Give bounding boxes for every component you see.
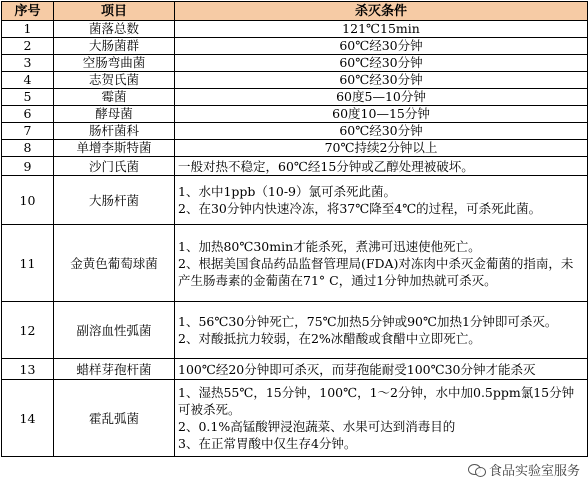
- row-item: 志贺氏菌: [54, 72, 175, 89]
- row-item: 金黄色葡萄球菌: [54, 225, 175, 302]
- row-number: 4: [2, 72, 54, 89]
- table-row: [2, 140, 588, 157]
- row-condition: 60℃经30分钟: [175, 123, 588, 140]
- row-number: 9: [2, 157, 54, 176]
- table-row: [2, 380, 588, 457]
- row-item: 沙门氏菌: [54, 157, 175, 176]
- row-item: 大肠杆菌: [54, 176, 175, 225]
- row-item: 副溶血性弧菌: [54, 302, 175, 359]
- row-number: 8: [2, 140, 54, 157]
- row-number: 1: [2, 21, 54, 38]
- row-condition: 60度10—15分钟: [175, 106, 588, 123]
- row-number: 14: [2, 380, 54, 457]
- row-condition: [175, 225, 588, 302]
- row-number: 6: [2, 106, 54, 123]
- row-condition: [175, 380, 588, 457]
- row-number: 2: [2, 38, 54, 55]
- table-row: [2, 21, 588, 38]
- row-item: 霉菌: [54, 89, 175, 106]
- row-item: 霍乱弧菌: [54, 380, 175, 457]
- row-condition: 60度5—10分钟: [175, 89, 588, 106]
- condition-line: 1、湿热55℃，15分钟，100℃，1～2分钟，水中加0.5ppm氯15分钟可被杀死。: [178, 385, 575, 417]
- condition-line: 2、对酸抵抗力较弱，在2%冰醋酸或食醋中立即死亡。: [178, 331, 481, 346]
- watermark: [466, 459, 582, 480]
- row-number: 10: [2, 176, 54, 225]
- header-row: [2, 2, 588, 21]
- row-number: 7: [2, 123, 54, 140]
- table-row: [2, 359, 588, 380]
- row-item: 菌落总数: [54, 21, 175, 38]
- row-number: 11: [2, 225, 54, 302]
- row-item: 单增李斯特菌: [54, 140, 175, 157]
- row-item: 大肠菌群: [54, 38, 175, 55]
- row-condition: 70℃持续2分钟以上: [175, 140, 588, 157]
- condition-line: 2、在30分钟内快速冷冻，将37℃降至4℃的过程，可杀死此菌。: [178, 201, 542, 216]
- condition-line: 1、加热80℃30min才能杀死，煮沸可迅速使他死亡。: [178, 238, 481, 254]
- condition-line: 1、56℃30分钟死亡，75℃加热5分钟或90℃加热1分钟即可杀灭。: [178, 314, 558, 329]
- sterilization-table: [1, 1, 588, 457]
- table-row: [2, 55, 588, 72]
- table-row: [2, 123, 588, 140]
- table-row: [2, 38, 588, 55]
- row-number: 3: [2, 55, 54, 72]
- row-condition: 60℃经30分钟: [175, 72, 588, 89]
- row-number: 12: [2, 302, 54, 359]
- table-row: [2, 176, 588, 225]
- condition-line: 1、水中1ppb（10-9）氯可杀死此菌。: [178, 184, 396, 199]
- table-row: [2, 225, 588, 302]
- condition-line: 2、0.1%高锰酸钾浸泡蔬菜、水果可达到消毒目的: [178, 419, 456, 434]
- table-row: [2, 157, 588, 176]
- row-condition: 121℃15min: [175, 21, 588, 38]
- table-row: [2, 72, 588, 89]
- row-condition: 一般对热不稳定，60℃经15分钟或乙醇处理被破坏。: [175, 157, 588, 176]
- row-condition: 100℃经20分钟即可杀灭，而芽孢能耐受100℃30分钟才能杀灭: [175, 359, 588, 380]
- wechat-icon: [468, 463, 486, 477]
- row-condition: [175, 176, 588, 225]
- table-row: [2, 106, 588, 123]
- row-condition: 60℃经30分钟: [175, 55, 588, 72]
- row-number: 5: [2, 89, 54, 106]
- row-condition: 60℃经30分钟: [175, 38, 588, 55]
- header-no: 序号: [2, 2, 54, 21]
- table-row: [2, 89, 588, 106]
- condition-line: 2、根据美国食品药品监督管理局(FDA)对冻肉中杀灭金葡菌的指南，未产生肠毒素的金葡菌在71° C，通过1分钟加热就可杀灭。: [178, 255, 574, 288]
- watermark-text: 食品实验室服务: [488, 464, 580, 479]
- row-item: 空肠弯曲菌: [54, 55, 175, 72]
- row-condition: [175, 302, 588, 359]
- row-item: 蜡样芽孢杆菌: [54, 359, 175, 380]
- header-condition: 杀灭条件: [175, 2, 588, 21]
- condition-line: 3、在正常胃酸中仅生存4分钟。: [178, 436, 357, 451]
- row-item: 酵母菌: [54, 106, 175, 123]
- header-item: 项目: [54, 2, 175, 21]
- table-row: [2, 302, 588, 359]
- row-item: 肠杆菌科: [54, 123, 175, 140]
- row-number: 13: [2, 359, 54, 380]
